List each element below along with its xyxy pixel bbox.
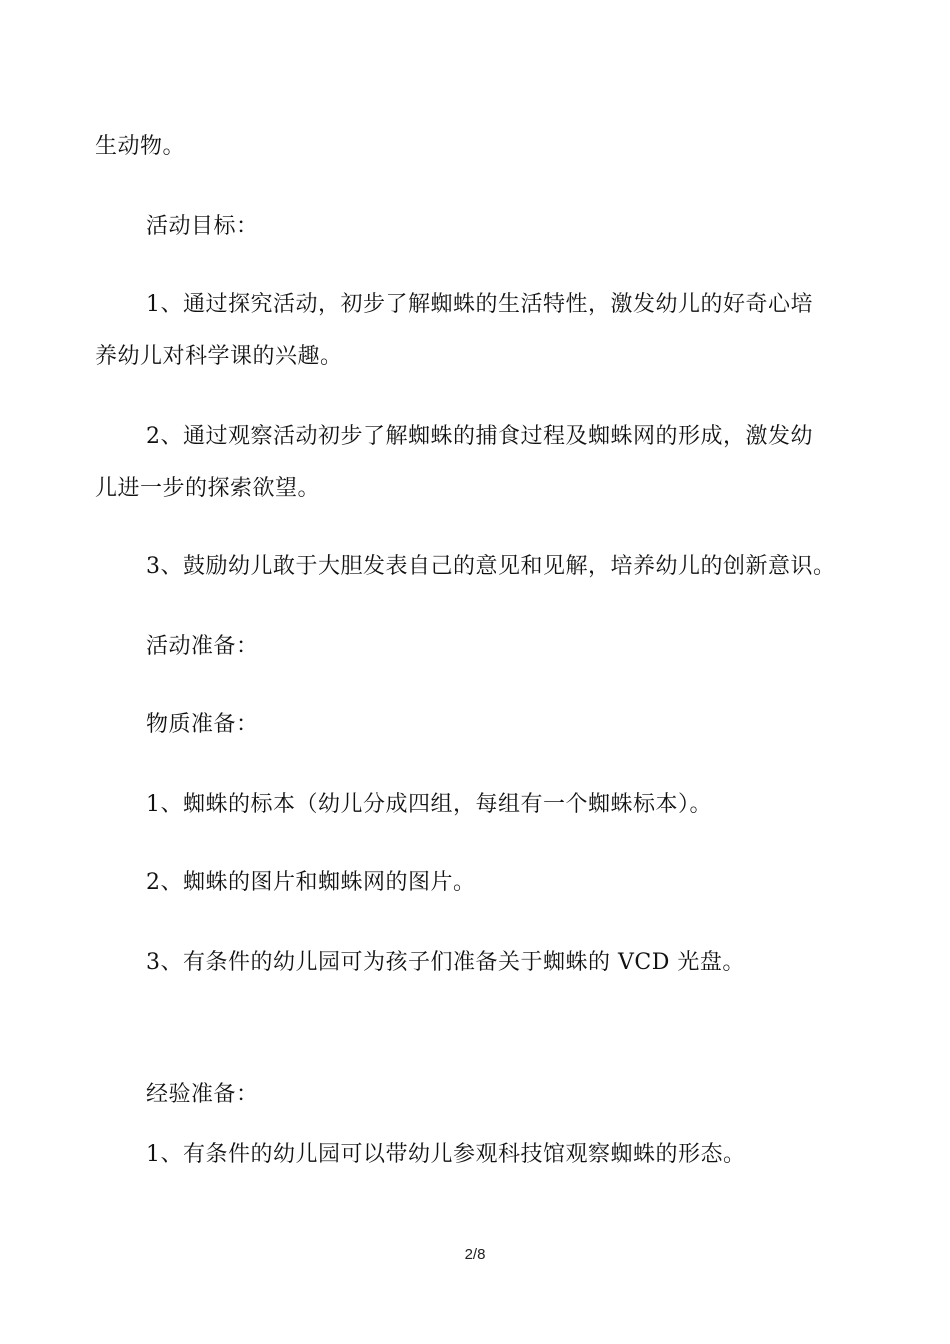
paragraph-continuation: 生动物。 bbox=[95, 134, 186, 159]
heading-material-preparation: 物质准备： bbox=[146, 712, 259, 737]
goal-1-line-2: 养幼儿对科学课的兴趣。 bbox=[95, 344, 343, 369]
goal-1-line-1: 1、通过探究活动，初步了解蜘蛛的生活特性，激发幼儿的好奇心培 bbox=[146, 292, 813, 317]
goal-2-line-1: 2、通过观察活动初步了解蜘蛛的捕食过程及蜘蛛网的形成，激发幼 bbox=[146, 424, 813, 449]
heading-experience-preparation: 经验准备： bbox=[146, 1082, 259, 1107]
experience-item-1: 1、有条件的幼儿园可以带幼儿参观科技馆观察蜘蛛的形态。 bbox=[146, 1142, 746, 1167]
material-item-1: 1、蜘蛛的标本（幼儿分成四组，每组有一个蜘蛛标本）。 bbox=[146, 792, 712, 817]
page-number: 2/8 bbox=[464, 1246, 486, 1263]
material-item-3: 3、有条件的幼儿园可为孩子们准备关于蜘蛛的 VCD 光盘。 bbox=[146, 950, 745, 975]
material-item-2: 2、蜘蛛的图片和蜘蛛网的图片。 bbox=[146, 870, 476, 895]
heading-activity-preparation: 活动准备： bbox=[146, 634, 259, 659]
goal-3: 3、鼓励幼儿敢于大胆发表自己的意见和见解，培养幼儿的创新意识。 bbox=[146, 554, 836, 579]
heading-activity-goals: 活动目标： bbox=[146, 214, 259, 239]
goal-2-line-2: 儿进一步的探索欲望。 bbox=[95, 476, 321, 501]
